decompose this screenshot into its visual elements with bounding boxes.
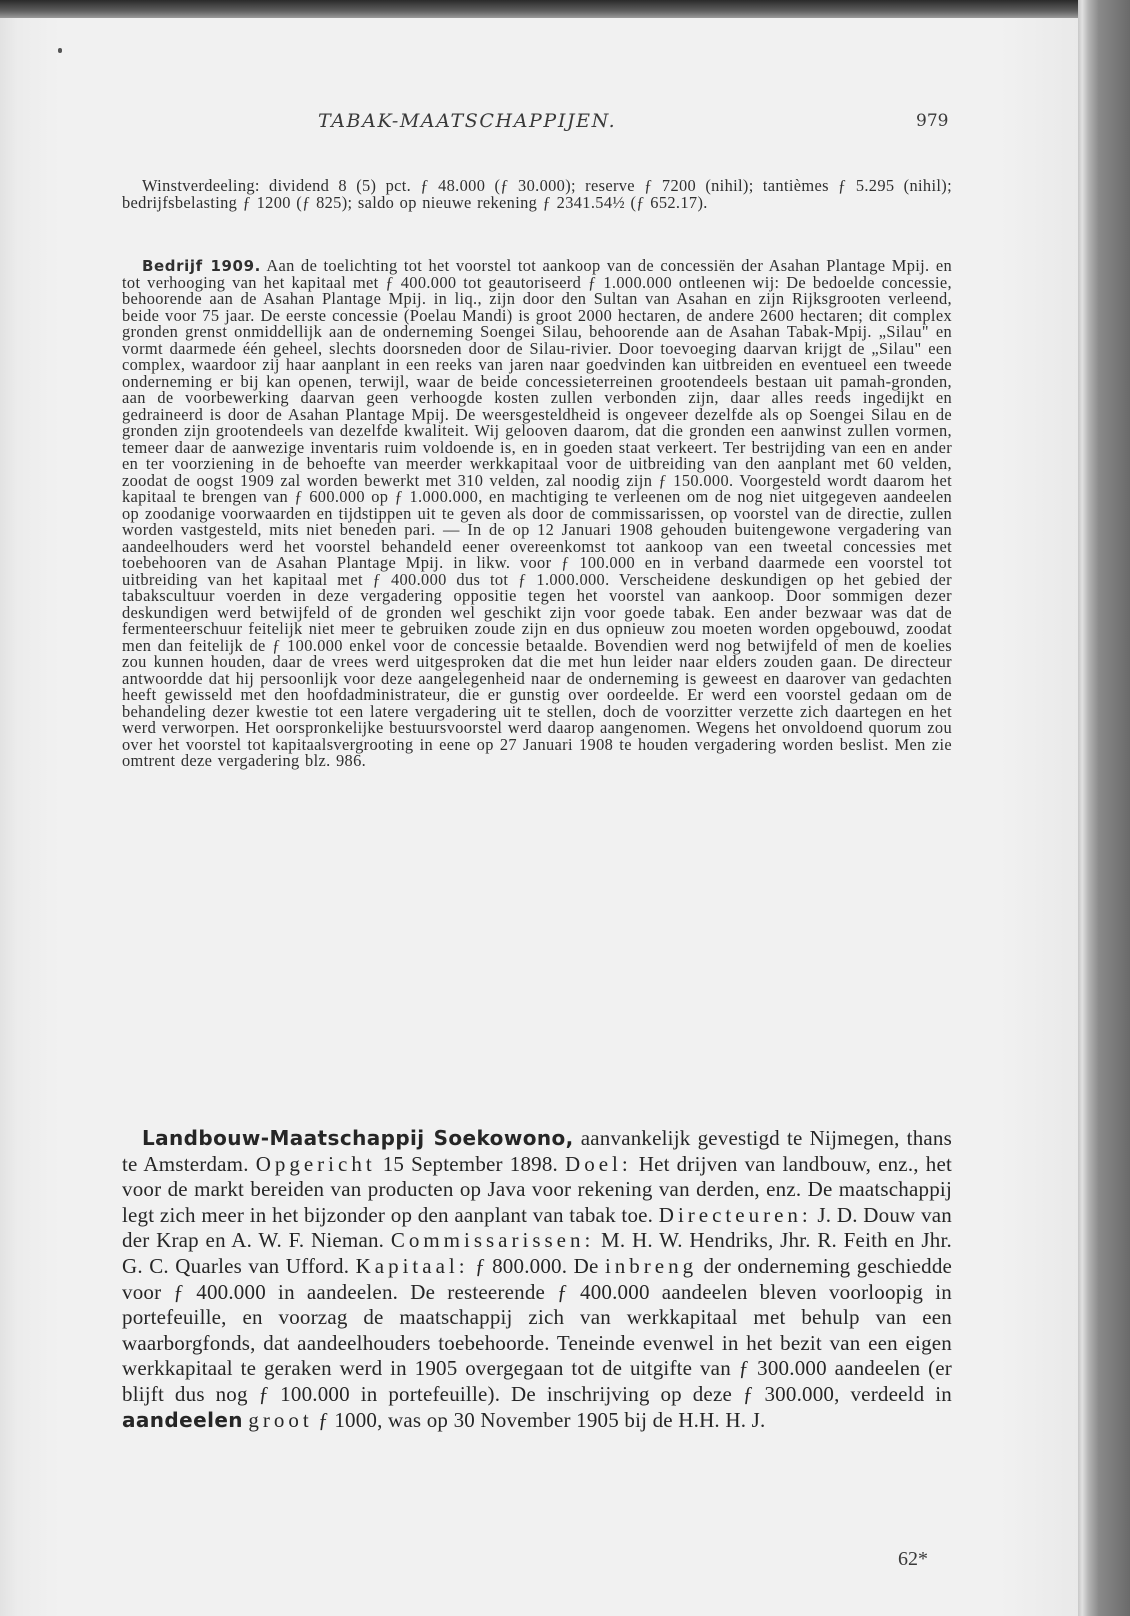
- opgericht-label: Opgericht: [255, 1151, 376, 1176]
- inbreng-pre: De: [573, 1253, 599, 1278]
- commissarissen-label: Commissarissen:: [390, 1228, 595, 1253]
- company-intro: aanvankelijk gevestigd te Nijmegen, thans te Amsterdam.: [122, 1126, 953, 1176]
- groot-label: groot: [248, 1407, 313, 1432]
- bedrijf-text: Aan de toelichting tot het voorstel tot aankoop van de concessiën der Asahan Plantage Mpij. en tot verhooging van het kapitaal met ƒ 400.000 tot geautoriseerd ƒ 1.000.000 ontleenen wij: De bedoelde concessie, behoorende aan de Asahan Plantage Mpij. in liq., zijn door den Sultan van Asahan en zijn Rijksgrooten verleend, beide voor 75 jaar. De eerste concessie (Poelau Mandi) is groot 2000 hectaren, de andere 2600 hectaren; dit complex gronden grenst onmiddellijk aan de onderneming Soengei Silau, behoorende aan de Asahan Tabak-Mpij. „Silau" en vormt daarmede één geheel, slechts doorsneden door de Silau-rivier. Door toevoeging daarvan krijgt de „Silau" een complex, waardoor zij haar aanplant in een reeks van jaren naar goedvinden kan uitbreiden en eventueel een tweede onderneming er bij kan openen, terwijl, waar de beide concessieterreinen grootendeels bestaan uit pamah-gronden, aan de voorbewerking daarvan geen verhoogde kosten zullen verbonden zijn, daar alles reeds ingedijkt en gedraineerd is door de Asahan Plantage Mpij. De weersgesteldheid is ongeveer dezelfde als op Soengei Silau en de gronden zijn grootendeels van dezelfde kwaliteit. Wij gelooven daarom, dat die gronden een aanwinst zullen vormen, temeer daar de aanwezige inventaris ruim voldoende is, en in goeden staat verkeert. Ter bestrijding van een en ander en ter voorziening in de behoefte van meerder werkkapitaal voor de uitbreiding van den aanplant met 60 velden, zoodat de oogst 1909 zal worden bewerkt met 310 velden, zal noodig zijn ƒ 150.000. Voorgesteld wordt daarom het kapitaal te brengen van ƒ 600.000 op ƒ 1.000.000, en machtiging te verleenen om de nog niet uitgegeven aandeelen op zoodanige voorwaarden en tijdstippen uit te geven als door de commissarissen, op voorstel van de directie, zullen worden vastgesteld, mits niet beneden pari. — In de op 12 Januari 1908 gehouden buitengewone vergadering van aandeelhouders werd het voorstel behandeld eener overeenkomst tot aankoop van een tweetal concessies met toebehooren van de Asahan Plantage Mpij. in likw. voor ƒ 100.000 en in verband daarmede een voorstel tot uitbreiding van het kapitaal met ƒ 400.000 dus tot ƒ 1.000.000. Verscheidene deskundigen op het gebied der tabakscultuur voerden in deze vergadering oppositie tegen het voorstel van aankoop. Door sommigen dezer deskundigen werd betwijfeld of de gronden wel geschikt zijn voor goede tabak. Een ander bezwaar was dat de fermenteerschuur feitelijk niet meer te gebruiken zoude zijn en dus opnieuw zou moeten worden opgebouwd, zoodat men dan feitelijk de ƒ 100.000 enkel voor de concessie betaalde. Bovendien werd nog betwijfeld of men de koelies zou kunnen houden, daar de vrees werd uitgesproken dat die met hun leider naar elders zouden gaan. De directeur antwoordde dat hij persoonlijk voor deze aangelegenheid naar de onderneming is geweest en daarover van gedachten heeft gewisseld met den hoofdadministrateur, die er gunstig over oordeelde. Er werd een voorstel gedaan om de behandeling dezer kwestie tot een latere vergadering uit te stellen, doch de voorzitter verzette zich daartegen en het werd verworpen. Het oorspronkelijke bestuursvoorstel werd daarop aangenomen. Wegens het onvoldoend quorum zou over het voorstel tot kapitaalsvergrooting in eene op 27 Januari 1908 te houden vergadering worden beslist. Men zie omtrent deze vergadering blz. 986.: [122, 256, 952, 770]
- bedrijf-heading: Bedrijf 1909.: [142, 257, 261, 275]
- scan-top-shadow: [0, 0, 1130, 18]
- scan-speck: [58, 48, 62, 53]
- doel-value: Het drijven van landbouw, enz., het voor de markt bereiden van producten op Java voor rekening van derden, enz. De maatschappij legt zich meer in het bijzonder op den aanplant van tabak toe.: [122, 1151, 952, 1227]
- groot-value: ƒ 1000, was op 30 November 1905 bij de H.H. H. J.: [318, 1407, 766, 1432]
- page-number: 979: [916, 111, 949, 131]
- paragraph-bedrijf-1909: [122, 258, 952, 770]
- book-spine-edge: [1078, 0, 1130, 1616]
- paragraph-winstverdeeling: [122, 178, 952, 211]
- directeuren-value: J. D. Douw van der Krap en A. W. F. Nieman.: [122, 1202, 952, 1253]
- directeuren-label: Directeuren:: [658, 1202, 812, 1227]
- commissarissen-value: M. H. W. Hendriks, Jhr. R. Feith en Jhr. G. C. Quarles van Ufford.: [122, 1228, 952, 1278]
- winstverdeeling-text: Winstverdeeling: dividend 8 (5) pct. ƒ 48.000 (ƒ 30.000); reserve ƒ 7200 (nihil); tantièmes ƒ 5.295 (nihil); bedrijfsbelasting ƒ 1200 (ƒ 825); saldo op nieuwe rekening ƒ 2341.54½ (ƒ 652.17).: [122, 176, 952, 212]
- kapitaal-value: ƒ 800.000.: [474, 1253, 568, 1278]
- inbreng-label: inbreng: [604, 1253, 698, 1278]
- paragraph-soekowono: [122, 1126, 952, 1433]
- inbreng-value: der onderneming geschiedde voor ƒ 400.000 in aandeelen. De resteerende ƒ 400.000 aandeelen bleven voorloopig in portefeuille, en voorzag de maatschappij zich van werkkapitaal met behulp van een waarborgfonds, dat aandeelhouders toebehoorde. Teneinde evenwel in het bezit van een eigen werkkapitaal te geraken werd in 1905 overgegaan tot de uitgifte van ƒ 300.000 aandeelen (er blijft dus nog ƒ 100.000 in portefeuille). De inschrijving op deze ƒ 300.000, verdeeld in: [122, 1253, 953, 1406]
- book-page: [0, 18, 1078, 1616]
- kapitaal-label: Kapitaal:: [355, 1253, 469, 1278]
- running-head: [0, 110, 1078, 140]
- aandeelen-heading: aandeelen: [122, 1407, 243, 1432]
- signature-mark: 62*: [898, 1548, 928, 1570]
- opgericht-value: 15 September 1898.: [382, 1151, 559, 1176]
- company-name: Landbouw-Maatschappij Soekowono,: [142, 1126, 574, 1150]
- running-title: TABAK-MAATSCHAPPIJEN.: [318, 110, 617, 132]
- doel-label: Doel:: [565, 1151, 632, 1176]
